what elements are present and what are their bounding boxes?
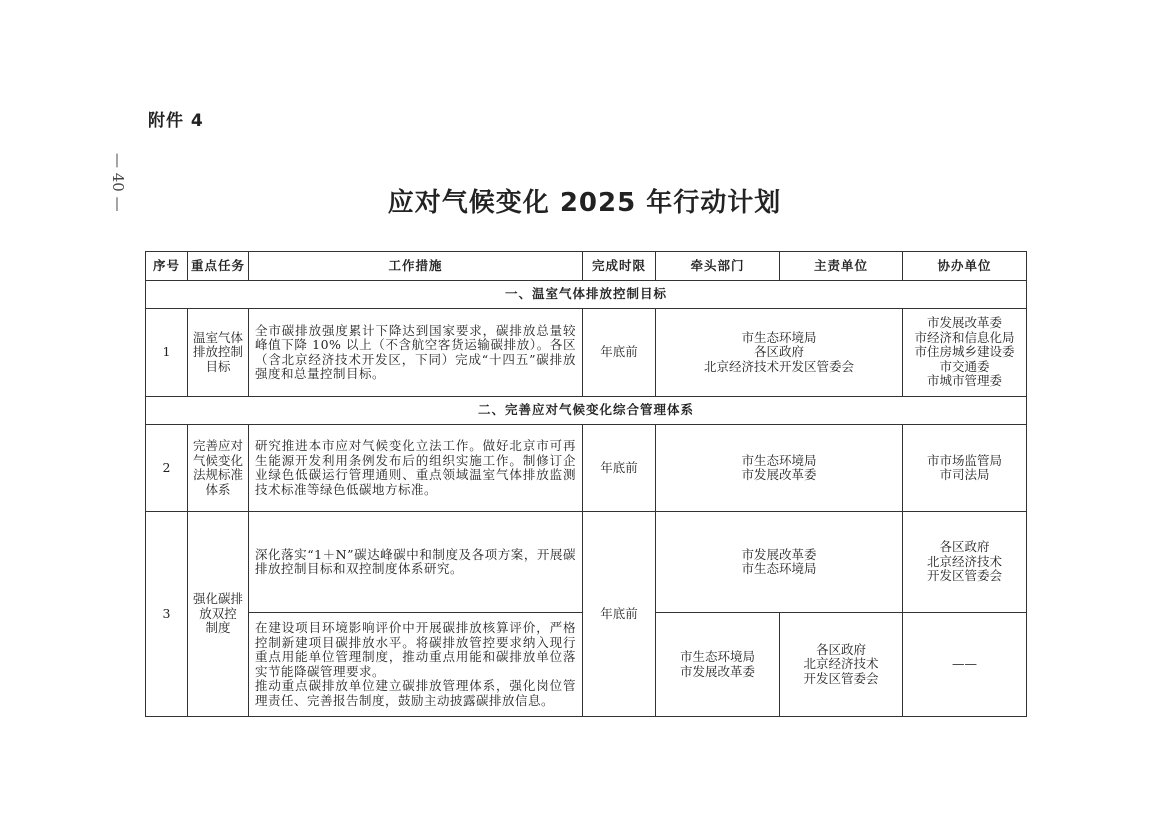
row-lead: 市生态环境局 市发展改革委 [656,613,780,717]
row-lead: 市生态环境局 市发展改革委 [656,425,903,512]
table-row [146,512,1027,613]
header-measure: 工作措施 [249,252,583,281]
row-assist: 市市场监管局 市司法局 [903,425,1027,512]
action-plan-table [145,251,1027,717]
row-lead: 市生态环境局 各区政府 北京经济技术开发区管委会 [656,309,903,397]
row-deadline: 年底前 [583,309,656,397]
table-row [146,309,1027,397]
header-responsible: 主责单位 [780,252,903,281]
row-lead: 市发展改革委 市生态环境局 [656,512,903,613]
header-task: 重点任务 [188,252,249,281]
row-no: 1 [146,309,188,397]
row-task: 强化碳排 放双控 制度 [188,512,249,717]
row-assist: —— [903,613,1027,717]
row-no: 3 [146,512,188,717]
header-lead: 牵头部门 [656,252,780,281]
attachment-label: 附件 4 [148,111,204,131]
document-title: 应对气候变化 2025 年行动计划 [387,188,782,218]
section-row [146,281,1027,309]
row-no: 2 [146,425,188,512]
table-header-row [146,252,1027,281]
section-title: 二、完善应对气候变化综合管理体系 [146,397,1027,425]
header-no: 序号 [146,252,188,281]
row-task: 温室气体 排放控制 目标 [188,309,249,397]
row-measure: 深化落实“1＋N”碳达峰碳中和制度及各项方案，开展碳排放控制目标和双控制度体系研究。 [249,512,583,613]
header-assist: 协办单位 [903,252,1027,281]
table-row [146,425,1027,512]
section-title: 一、温室气体排放控制目标 [146,281,1027,309]
page-number: — 40 — [109,153,127,212]
row-measure: 在建设项目环境影响评价中开展碳排放核算评价，严格控制新建项目碳排放水平。将碳排放管控要求纳入现行重点用能单位管理制度，推动重点用能和碳排放单位落实节能降碳管理要求。 推动重点碳排放单位建立碳排放管理体系，强化岗位管理责任、完善报告制度，鼓励主动披露碳排放信息。 [249,613,583,717]
row-task: 完善应对 气候变化 法规标准 体系 [188,425,249,512]
row-assist: 市发展改革委 市经济和信息化局 市住房城乡建设委 市交通委 市城市管理委 [903,309,1027,397]
row-measure: 研究推进本市应对气候变化立法工作。做好北京市可再生能源开发利用条例发布后的组织实施工作。制修订企业绿色低碳运行管理通则、重点领域温室气体排放监测技术标准等绿色低碳地方标准。 [249,425,583,512]
row-deadline: 年底前 [583,512,656,717]
section-row [146,397,1027,425]
row-deadline: 年底前 [583,425,656,512]
header-deadline: 完成时限 [583,252,656,281]
row-responsible: 各区政府 北京经济技术 开发区管委会 [780,613,903,717]
row-assist: 各区政府 北京经济技术 开发区管委会 [903,512,1027,613]
row-measure: 全市碳排放强度累计下降达到国家要求，碳排放总量较峰值下降 10% 以上（不含航空客货运输碳排放）。各区（含北京经济技术开发区，下同）完成“十四五”碳排放强度和总量控制目标。 [249,309,583,397]
